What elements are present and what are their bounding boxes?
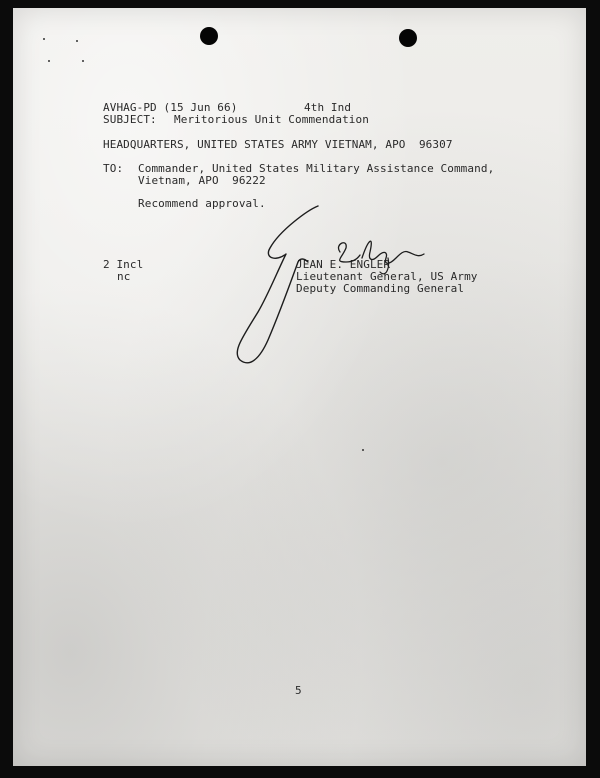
- document-page: [13, 8, 586, 766]
- speck: [76, 40, 78, 42]
- signer-name: JEAN E. ENGLER: [296, 258, 391, 271]
- signer-title: Deputy Commanding General: [296, 282, 465, 295]
- enclosure-line-2: nc: [117, 270, 131, 283]
- to-line-2: Vietnam, APO 96222: [138, 174, 266, 187]
- signer-rank: Lieutenant General, US Army: [296, 270, 478, 283]
- to-line-1: Commander, United States Military Assistance Command,: [138, 162, 495, 175]
- body-text: Recommend approval.: [138, 197, 266, 210]
- speck: [362, 449, 364, 451]
- subject-text: Meritorious Unit Commendation: [174, 113, 369, 126]
- indorsement-number: 4th Ind: [304, 101, 352, 114]
- subject-label: SUBJECT:: [103, 113, 157, 126]
- to-label: TO:: [103, 162, 124, 175]
- speck: [48, 60, 50, 62]
- punch-hole-left: [200, 27, 218, 45]
- page-number: 5: [295, 684, 302, 697]
- punch-hole-right: [399, 29, 417, 47]
- speck: [82, 60, 84, 62]
- speck: [43, 38, 45, 40]
- from-line: HEADQUARTERS, UNITED STATES ARMY VIETNAM, APO 96307: [103, 138, 453, 151]
- handwritten-signature: [228, 200, 433, 372]
- office-symbol: AVHAG-PD (15 Jun 66): [103, 101, 238, 114]
- enclosure-line-1: 2 Incl: [103, 258, 144, 271]
